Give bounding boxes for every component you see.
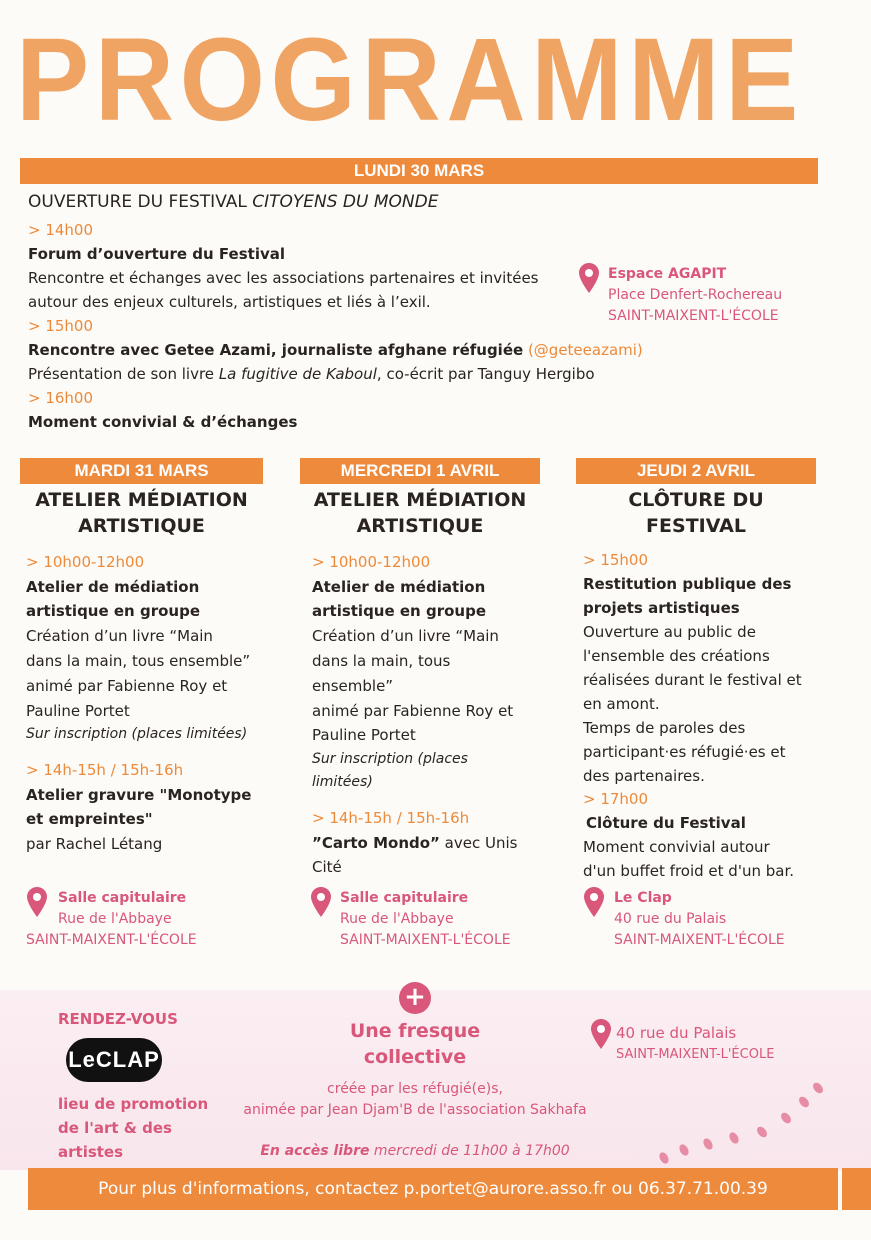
tuesday-line: animé par Fabienne Roy et	[26, 677, 228, 695]
thursday-location-street: 40 rue du Palais	[614, 911, 727, 927]
tuesday-location-street: Rue de l'Abbaye	[58, 911, 172, 927]
wednesday-location-city: SAINT-MAIXENT-L'ÉCOLE	[340, 932, 511, 948]
wednesday-line: Pauline Portet	[312, 726, 416, 744]
monday-event-2-desc: Présentation de son livre La fugitive de Kaboul, co-écrit par Tanguy Hergibo	[28, 365, 595, 383]
promo-line: de l'art & des	[58, 1119, 172, 1137]
wednesday-heading-2: ARTISTIQUE	[356, 515, 484, 537]
wednesday-time-2: > 14h-15h / 15h-16h	[312, 809, 470, 827]
monday-time-3: > 16h00	[28, 389, 94, 407]
wednesday-location-street: Rue de l'Abbaye	[340, 911, 454, 927]
monday-event-1-line-2: autour des enjeux culturels, artistiques et liés à l’exil.	[28, 293, 431, 311]
wednesday-heading-1: ATELIER MÉDIATION	[313, 489, 527, 511]
monday-time-2: > 15h00	[28, 317, 94, 335]
monday-heading: OUVERTURE DU FESTIVAL CITOYENS DU MONDE	[28, 192, 439, 212]
thursday-line: Clôture du Festival	[586, 814, 746, 832]
wednesday-location	[340, 888, 511, 951]
thursday-line: projets artistiques	[583, 599, 740, 617]
map-pin-icon	[583, 886, 605, 918]
tuesday-line: Atelier gravure "Monotype	[26, 786, 252, 804]
wednesday-line: Création d’un livre “Main	[312, 627, 499, 645]
thursday-location-city: SAINT-MAIXENT-L'ÉCOLE	[614, 932, 785, 948]
day-band-tuesday: MARDI 31 MARS	[20, 458, 263, 484]
thursday-line: Temps de paroles des	[583, 719, 746, 737]
wednesday-line: Atelier de médiation	[312, 578, 486, 596]
monday-event-3-title: Moment convivial & d’échanges	[28, 413, 298, 431]
monday-location-street: Place Denfert-Rochereau	[608, 287, 783, 303]
thursday-time-1: > 15h00	[583, 551, 649, 569]
tuesday-time-2: > 14h-15h / 15h-16h	[26, 761, 184, 779]
fresque-title-1: Une fresque	[349, 1020, 481, 1042]
fresque-credit-2: animée par Jean Djam'B de l'association Sakhafa	[243, 1102, 587, 1118]
tuesday-line: dans la main, tous ensemble”	[26, 652, 251, 670]
promo-line: lieu de promotion	[58, 1095, 209, 1113]
day-band-wednesday: MERCREDI 1 AVRIL	[300, 458, 540, 484]
promo-line: artistes	[58, 1143, 124, 1161]
thursday-line: réalisées durant le festival et	[583, 671, 802, 689]
wednesday-line: dans la main, tous	[312, 652, 451, 670]
thursday-location-name: Le Clap	[614, 890, 672, 906]
monday-event-2-title: Rencontre avec Getee Azami, journaliste afghane réfugiée (@geteeazami)	[28, 341, 643, 359]
monday-event-1-line-1: Rencontre et échanges avec les associations partenaires et invitées	[28, 269, 539, 287]
thursday-heading-1: CLÔTURE DU	[628, 489, 764, 511]
map-pin-icon	[26, 886, 48, 918]
tuesday-line: et empreintes"	[26, 810, 153, 828]
footer-edge	[842, 1168, 871, 1210]
thursday-line: Moment convivial autour	[583, 838, 770, 856]
map-pin-icon	[578, 262, 600, 294]
map-pin-icon	[310, 886, 332, 918]
map-pin-icon	[590, 1018, 612, 1050]
monday-location	[608, 264, 782, 327]
rendez-vous-label: RENDEZ-VOUS	[58, 1010, 178, 1028]
wednesday-location-name: Salle capitulaire	[340, 890, 469, 906]
footsteps-icon	[650, 1080, 830, 1170]
tuesday-heading-1: ATELIER MÉDIATION	[35, 489, 248, 511]
tuesday-location-name: Salle capitulaire	[58, 890, 187, 906]
tuesday-time-1: > 10h00-12h00	[26, 553, 145, 571]
tuesday-location-2	[26, 930, 197, 951]
day-band-thursday: JEUDI 2 AVRIL	[576, 458, 816, 484]
wednesday-time-1: > 10h00-12h00	[312, 553, 431, 571]
fresque-title-2: collective	[363, 1046, 467, 1068]
thursday-line: d'un buffet froid et d'un bar.	[583, 862, 794, 880]
tuesday-location-1	[58, 888, 186, 930]
thursday-heading-2: FESTIVAL	[646, 515, 746, 537]
bottom-location-street: 40 rue du Palais	[616, 1024, 737, 1042]
tuesday-line: par Rachel Létang	[26, 835, 163, 853]
plus-icon: +	[399, 982, 431, 1014]
wednesday-line: animé par Fabienne Roy et	[312, 702, 514, 720]
thursday-line: l'ensemble des créations	[583, 647, 770, 665]
thursday-location	[614, 888, 785, 951]
thursday-line: Ouverture au public de	[583, 623, 756, 641]
monday-event-1-title: Forum d’ouverture du Festival	[28, 245, 286, 263]
wednesday-line: Sur inscription (places	[312, 751, 468, 767]
tuesday-line: artistique en groupe	[26, 602, 200, 620]
wednesday-line: ”Carto Mondo” avec Unis	[312, 834, 518, 852]
wednesday-line: Cité	[312, 858, 342, 876]
thursday-line: des partenaires.	[583, 767, 705, 785]
thursday-line: en amont.	[583, 695, 660, 713]
tuesday-line: Création d’un livre “Main	[26, 627, 213, 645]
tuesday-location-city: SAINT-MAIXENT-L'ÉCOLE	[26, 932, 197, 948]
thursday-time-2: > 17h00	[583, 790, 649, 808]
tuesday-line: Sur inscription (places limitées)	[26, 726, 248, 742]
fresque-credit-1: créée par les réfugié(e)s,	[327, 1081, 503, 1097]
tuesday-line: Atelier de médiation	[26, 578, 200, 596]
thursday-line: Restitution publique des	[583, 575, 792, 593]
fresque-access: En accès libre mercredi de 11h00 à 17h00	[260, 1143, 570, 1159]
tuesday-heading-2: ARTISTIQUE	[78, 515, 205, 537]
footer-contact: Pour plus d'informations, contactez p.portet@aurore.asso.fr ou 06.37.71.00.39	[28, 1168, 838, 1210]
page-title: PROGRAMME	[16, 14, 804, 146]
bottom-location-city: SAINT-MAIXENT-L'ÉCOLE	[616, 1047, 775, 1062]
wednesday-line: ensemble”	[312, 677, 394, 695]
monday-location-name: Espace AGAPIT	[608, 266, 727, 282]
thursday-line: participant·es réfugié·es et	[583, 743, 786, 761]
day-band-monday: LUNDI 30 MARS	[20, 158, 818, 184]
tuesday-line: Pauline Portet	[26, 702, 130, 720]
wednesday-line: limitées)	[312, 774, 373, 790]
le-clap-logo: LeCLAP	[66, 1038, 162, 1082]
monday-time-1: > 14h00	[28, 221, 94, 239]
monday-location-city: SAINT-MAIXENT-L'ÉCOLE	[608, 308, 779, 324]
wednesday-line: artistique en groupe	[312, 602, 486, 620]
